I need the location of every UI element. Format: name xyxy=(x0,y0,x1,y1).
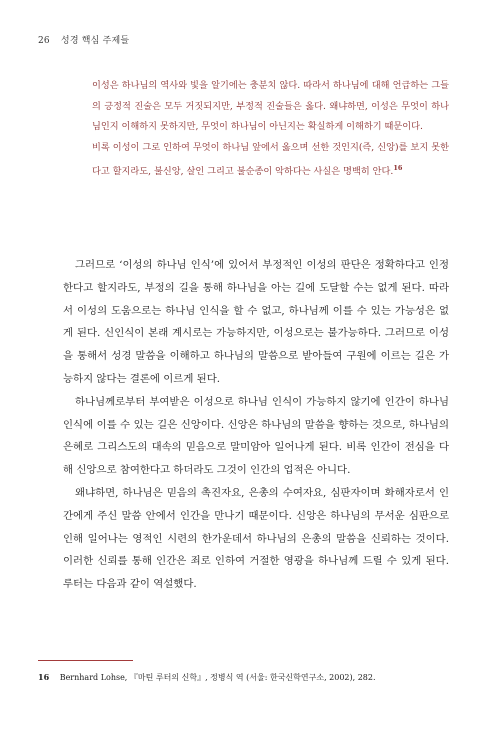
running-header xyxy=(38,33,129,46)
quote-paragraph-2-text: 비록 이성이 그로 인하여 무엇이 하나님 앞에서 옳으며 선한 것인지(즉, 신앙)를 보지 못한다고 할지라도, 불신앙, 살인 그리고 불순종이 악하다는 사실은 명백히 안다. xyxy=(92,141,449,178)
footnote-number: 16 xyxy=(38,672,50,682)
body-paragraph-2: 하나님께로부터 부여받은 이성으로 하나님 인식이 가능하지 않기에 인간이 하나님 인식에 이를 수 있는 길은 신앙이다. 신앙은 하나님의 말씀을 향하는 것으로, 하나님의 은혜로 그리스도의 대속의 믿음으로 말미암아 일어나게 된다. 비록 인간이 전심을 다해 신앙으로 참여한다고 하더라도 그것이 인간의 업적은 아니다. xyxy=(63,395,449,477)
running-title: 성경 핵심 주제들 xyxy=(60,36,130,46)
quote-paragraph-1: 이성은 하나님의 역사와 빛을 알기에는 충분치 않다. 따라서 하나님에 대해 언급하는 그들의 긍정적 진술은 모두 거짓되지만, 부정적 진술들은 옳다. 왜냐하면, 이성은 무엇이 하나님인지 이해하지 못하지만, 무엇이 하나님이 아닌지는 확실하게 이해하기 때문이다. xyxy=(92,80,449,133)
block-quote xyxy=(92,76,449,183)
footnote-divider xyxy=(38,660,133,661)
body-text xyxy=(63,254,449,596)
footnote-reference: 16 xyxy=(393,164,403,173)
footnote xyxy=(38,671,458,684)
body-paragraph-1: 그러므로 ‘이성의 하나님 인식’에 있어서 부정적인 이성의 판단은 정확하다고 인정한다고 할지라도, 부정의 길을 통해 하나님을 아는 길에 도달할 수는 없게 된다. 따라서 이성의 도움으로는 하나님 인식을 할 수 없고, 하나님께 이를 수 있는 가능성은 없게 된다. 신인식이 본래 계시로는 가능하지만, 이성으로는 불가능하다. 그러므로 이성을 통해서 성경 말씀을 이해하고 하나님의 말씀으로 받아들여 구원에 이르는 길은 가능하지 않다는 결론에 이르게 된다. xyxy=(63,259,449,385)
page-number: 26 xyxy=(38,36,50,46)
quote-paragraph-2 xyxy=(92,138,449,183)
body-paragraph-3: 왜냐하면, 하나님은 믿음의 촉진자요, 은총의 수여자요, 심판자이며 화해자로서 인간에게 주신 말씀 안에서 인간을 만나기 때문이다. 신앙은 하나님의 무서운 심판으로 인해 일어나는 영적인 시련의 한가운데서 하나님의 은총의 말씀을 신뢰하는 것이다. 이러한 신뢰를 통해 인간은 죄로 인하여 거절한 영광을 하나님께 드릴 수 있게 된다. 루터는 다음과 같이 역설했다. xyxy=(63,486,449,591)
footnote-text: Bernhard Lohse, 『마틴 루터의 신학』, 정병식 역 (서울: 한국신학연구소, 2002), 282. xyxy=(59,673,376,682)
